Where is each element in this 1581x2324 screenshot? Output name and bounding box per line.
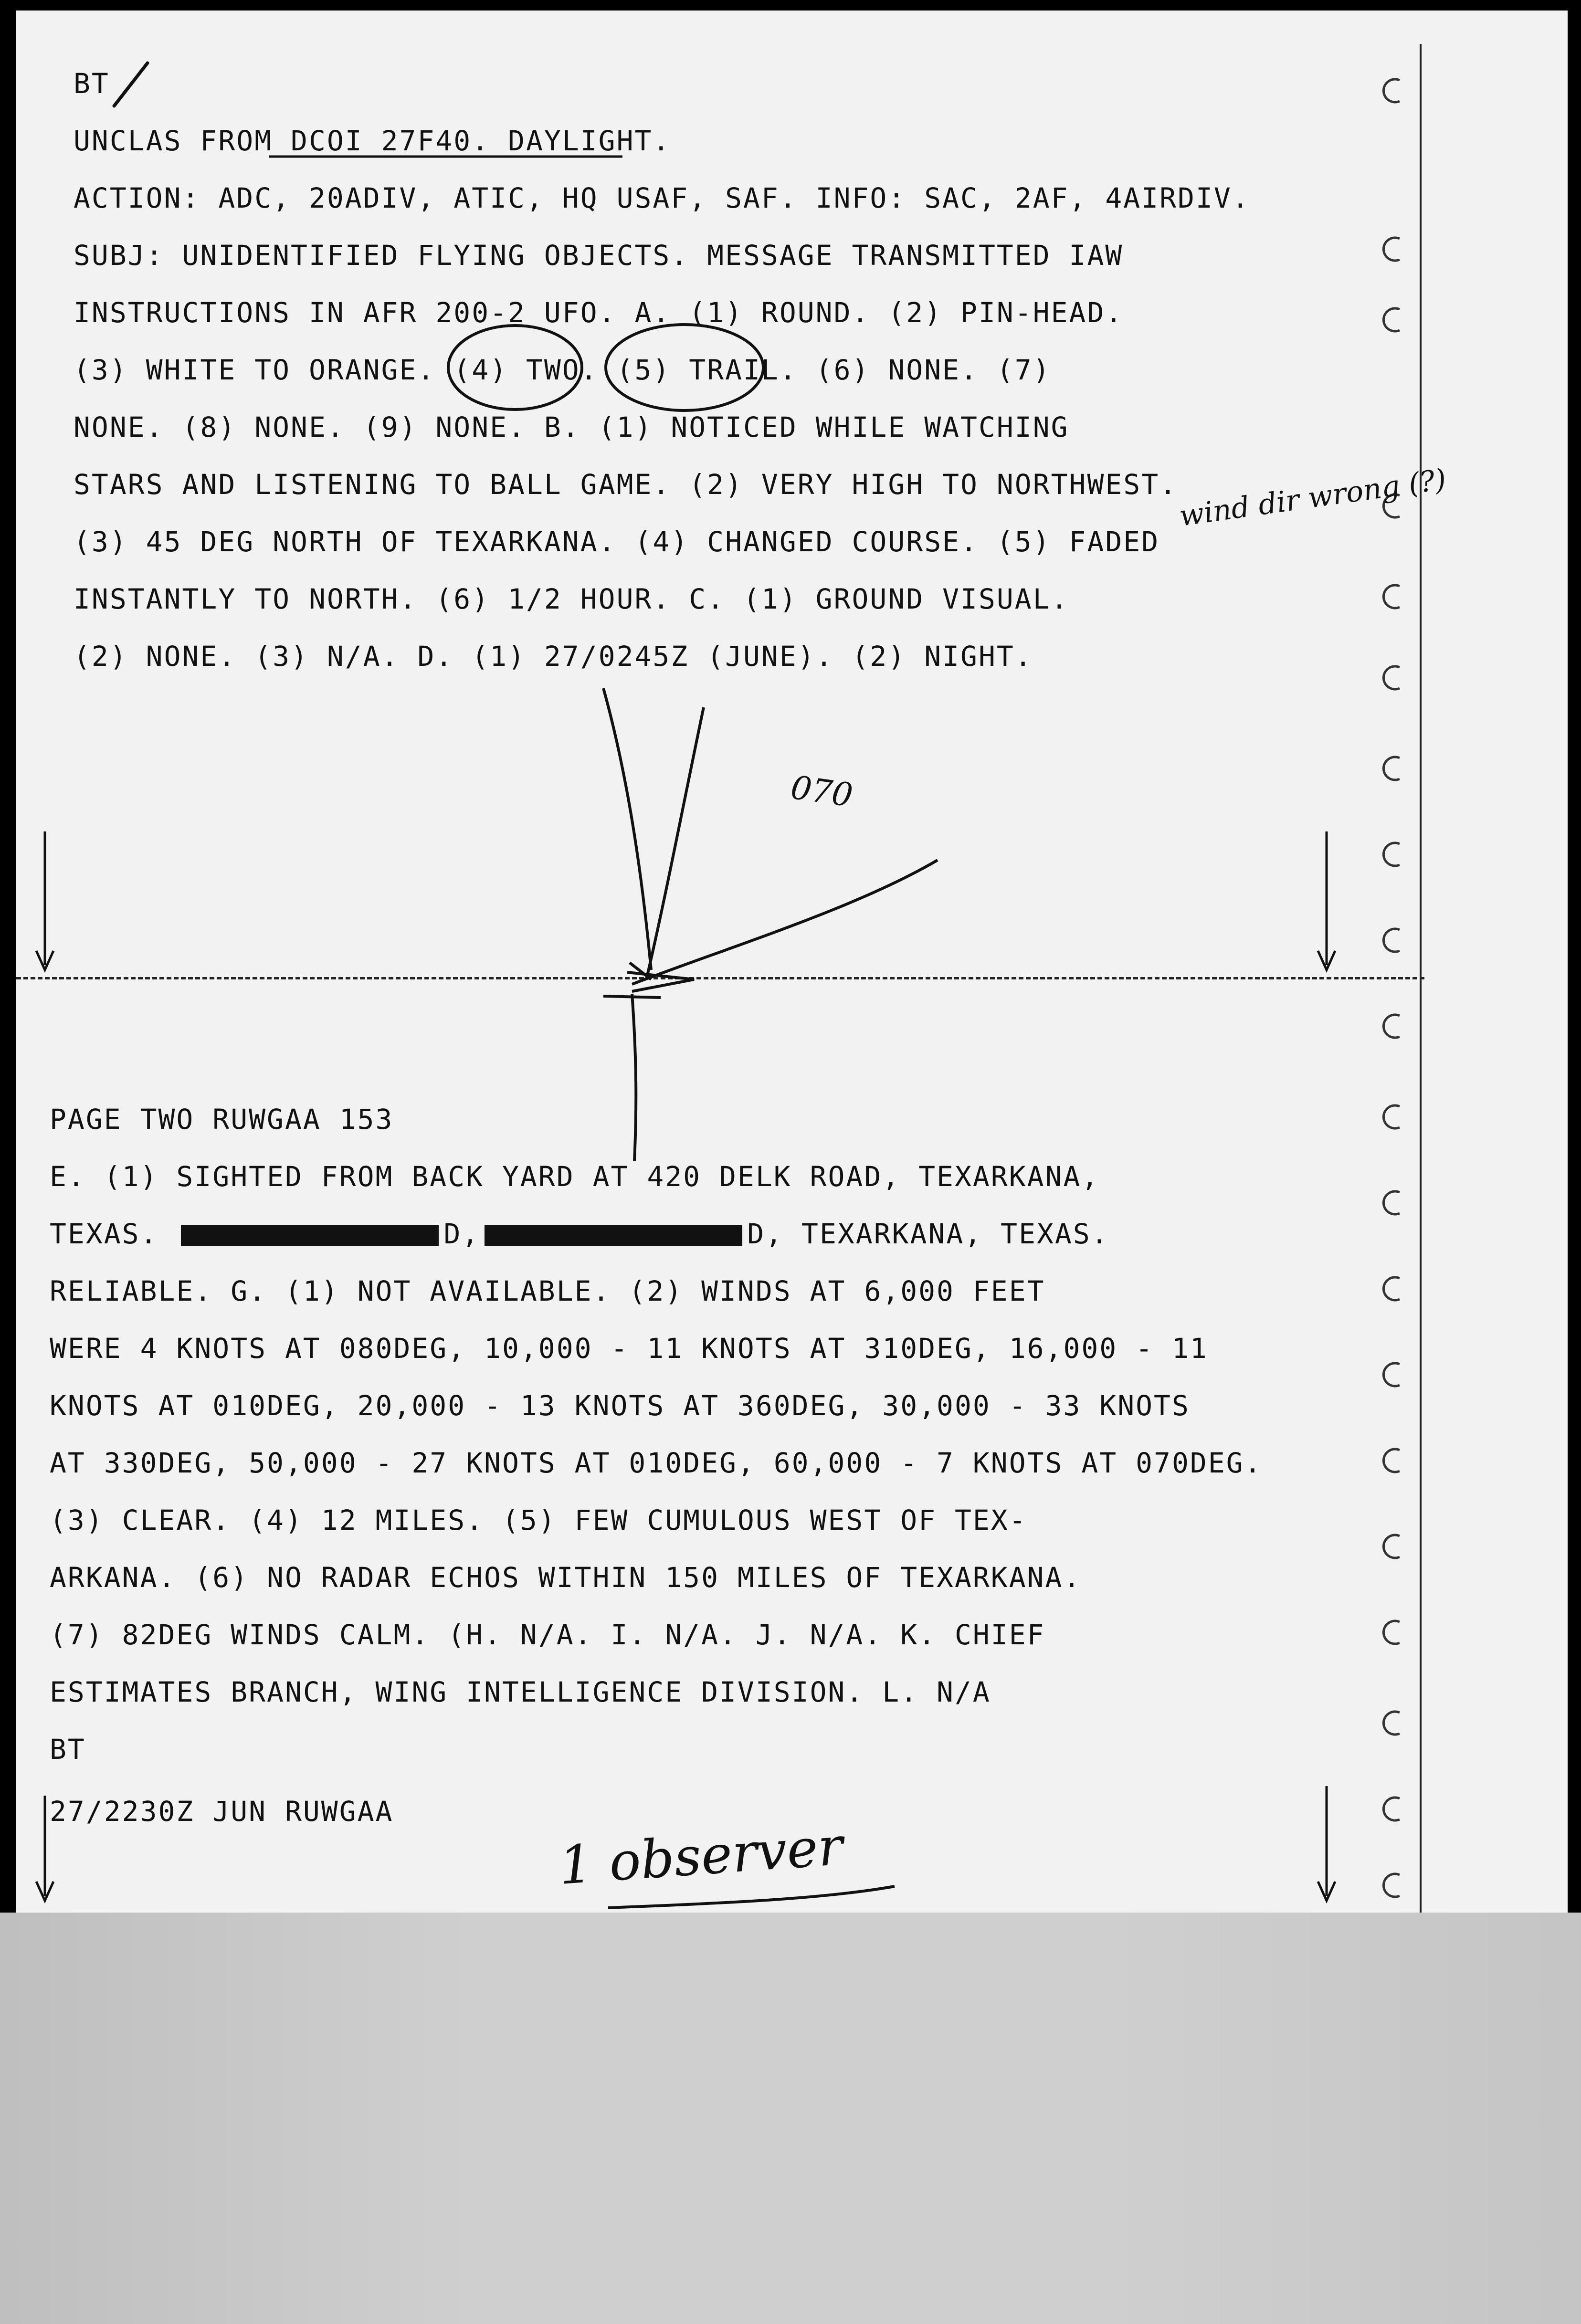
page-two-line-2-mid: D,: [443, 1218, 480, 1250]
scanner-background-shade: [0, 1913, 1581, 2324]
body-line-10: (2) NONE. (3) N/A. D. (1) 27/0245Z (JUNE). (2) NIGHT.: [74, 640, 1033, 673]
sketch-line: [603, 688, 651, 970]
circled-item-trail: [606, 325, 763, 410]
page-two-line-4: WERE 4 KNOTS AT 080DEG, 10,000 - 11 KNOTS AT 310DEG, 16,000 - 11: [50, 1332, 1208, 1365]
body-line-7: STARS AND LISTENING TO BALL GAME. (2) VERY HIGH TO NORTHWEST.: [74, 468, 1178, 501]
sketch-line: [632, 994, 636, 1161]
body-line-6: NONE. (8) NONE. (9) NONE. B. (1) NOTICED WHILE WATCHING: [74, 411, 1069, 443]
sketch-line: [632, 860, 938, 984]
page-two-line-8: ARKANA. (6) NO RADAR ECHOS WITHIN 150 MILES OF TEXARKANA.: [50, 1561, 1082, 1594]
page-two-line-5: KNOTS AT 010DEG, 20,000 - 13 KNOTS AT 360DEG, 30,000 - 33 KNOTS: [50, 1389, 1190, 1422]
page-two-line-2-end: D, TEXARKANA, TEXAS.: [747, 1218, 1109, 1250]
page-two-line-3: RELIABLE. G. (1) NOT AVAILABLE. (2) WINDS AT 6,000 FEET: [50, 1275, 1045, 1307]
body-line-4: INSTRUCTIONS IN AFR 200-2 UFO. A. (1) ROUND. (2) PIN-HEAD.: [74, 296, 1124, 329]
page-two-line-9: (7) 82DEG WINDS CALM. (H. N/A. I. N/A. J. N/A. K. CHIEF: [50, 1619, 1045, 1651]
handwritten-markup: [16, 11, 1568, 1913]
handwritten-signature: 1 observer: [557, 1815, 845, 1896]
page-two-line-7: (3) CLEAR. (4) 12 MILES. (5) FEW CUMULOUS WEST OF TEX-: [50, 1504, 1027, 1536]
body-line-8: (3) 45 DEG NORTH OF TEXARKANA. (4) CHANGED COURSE. (5) FADED: [74, 526, 1160, 558]
page-two-line-1: E. (1) SIGHTED FROM BACK YARD AT 420 DELK ROAD, TEXARKANA,: [50, 1160, 1100, 1193]
message-header-line: UNCLAS FROM DCOI 27F40. DAYLIGHT.: [74, 125, 671, 157]
page-two-line-10: ESTIMATES BRANCH, WING INTELLIGENCE DIVISION. L. N/A: [50, 1676, 991, 1708]
date-time-group: 27/2230Z JUN RUWGAA: [50, 1795, 394, 1828]
action-info-line: ACTION: ADC, 20ADIV, ATIC, HQ USAF, SAF. INFO: SAC, 2AF, 4AIRDIV.: [74, 182, 1250, 214]
sketch-line: [646, 707, 704, 979]
page-two-heading: PAGE TWO RUWGAA 153: [50, 1103, 394, 1136]
bt-marker-top: BT: [74, 67, 110, 100]
body-line-5: (3) WHITE TO ORANGE. (4) TWO. (5) TRAIL. (6) NONE. (7): [74, 354, 1051, 386]
circled-item-two: [448, 326, 582, 410]
body-line-9: INSTANTLY TO NORTH. (6) 1/2 HOUR. C. (1) GROUND VISUAL.: [74, 583, 1069, 615]
sketch-label: 070: [788, 768, 855, 815]
margin-note: wind dir wrong (?): [1177, 463, 1448, 533]
teletype-sheet: [16, 11, 1568, 1913]
subject-line: SUBJ: UNIDENTIFIED FLYING OBJECTS. MESSAGE TRANSMITTED IAW: [74, 239, 1124, 272]
bt-marker-bottom: BT: [50, 1733, 86, 1766]
page-two-line-6: AT 330DEG, 50,000 - 27 KNOTS AT 010DEG, 60,000 - 7 KNOTS AT 070DEG.: [50, 1447, 1263, 1479]
page-two-line-2-start: TEXAS.: [50, 1218, 177, 1250]
